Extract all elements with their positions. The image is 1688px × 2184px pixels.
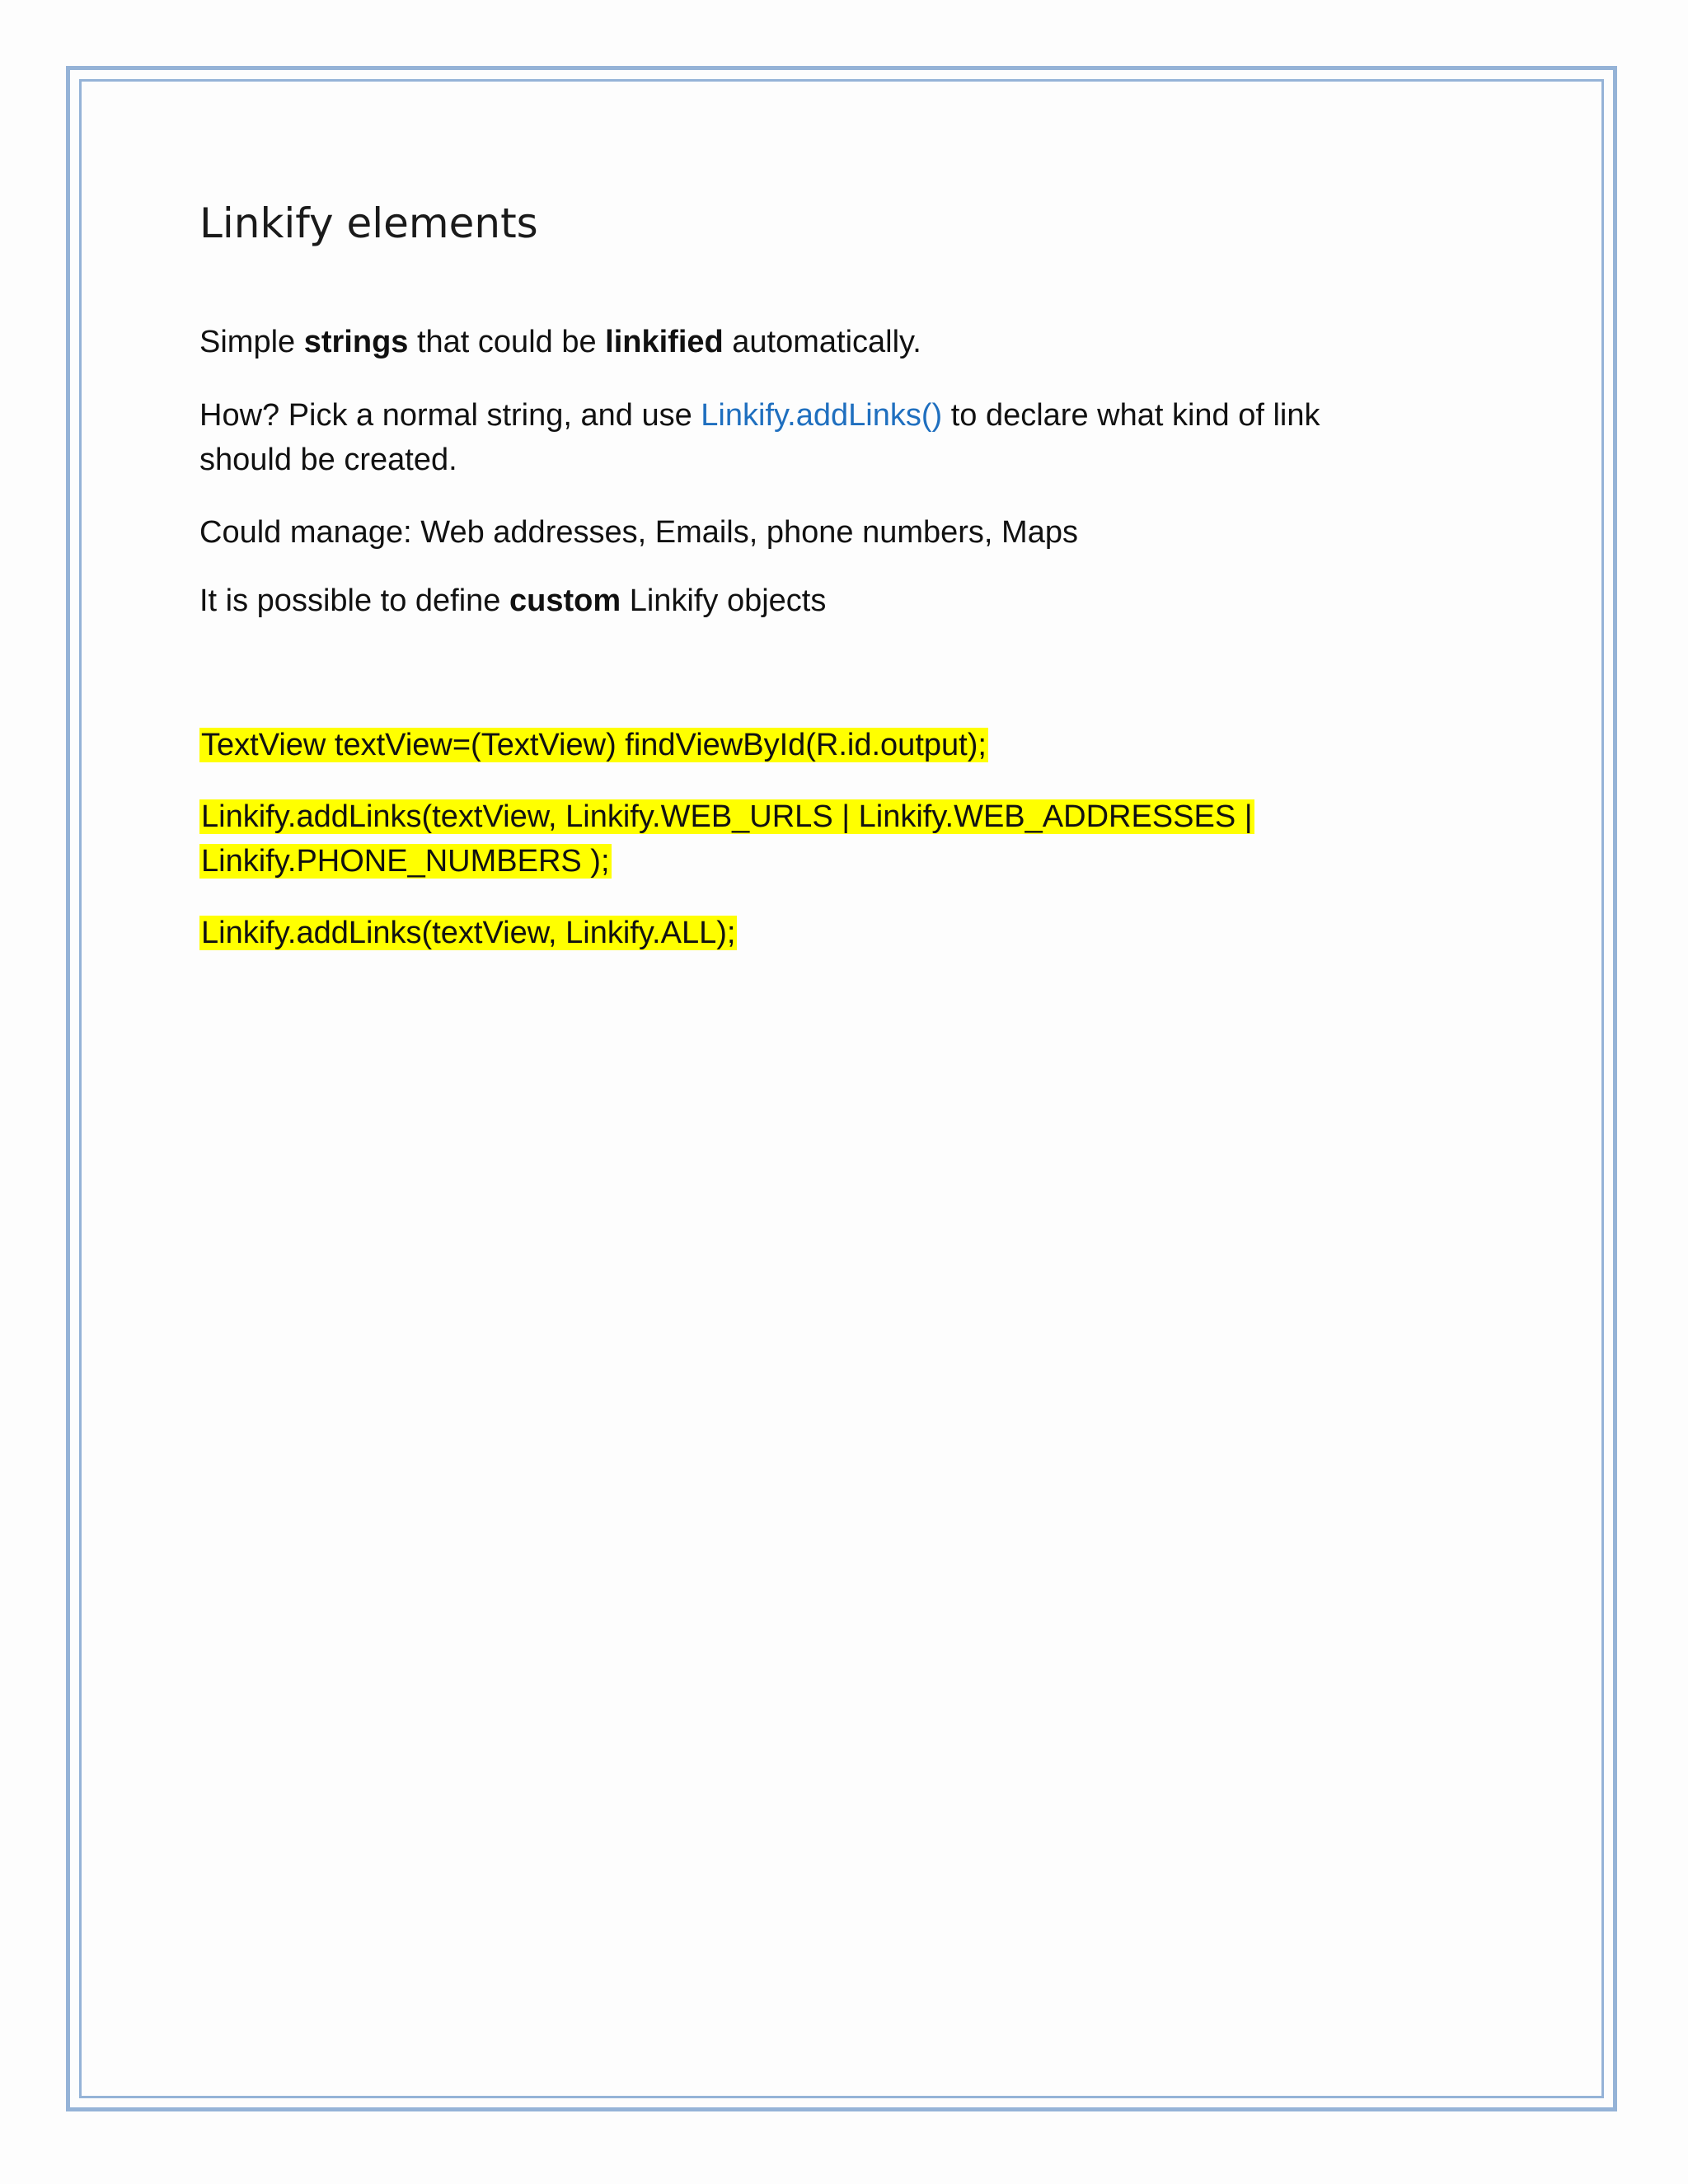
text: Linkify objects [621,583,827,618]
addlinks-link[interactable]: Linkify.addLinks() [701,398,943,433]
highlighted-code: Linkify.PHONE_NUMBERS ); [201,844,610,879]
page-border-inner [79,79,1604,2098]
code-line-2 [199,794,1254,883]
bold-custom: custom [509,583,621,618]
paragraph-strings [199,320,921,364]
page-title: Linkify elements [199,199,538,247]
text: It is possible to define [199,583,509,618]
text: should be created. [199,443,457,477]
text: How? Pick a normal string, and use [199,398,701,433]
text: automatically. [723,325,921,359]
highlighted-code: Linkify.addLinks(textView, Linkify.WEB_URLS | Linkify.WEB_ADDRESSES | [201,799,1253,834]
code-line-3 [199,911,737,955]
bold-strings: strings [303,325,409,359]
highlighted-code: TextView textView=(TextView) findViewById(R.id.output); [201,728,987,762]
text: Simple [199,325,304,359]
text: that could be [408,325,606,359]
paragraph-custom [199,579,826,623]
paragraph-how [199,393,1320,482]
code-line-1 [199,723,988,767]
highlighted-code: Linkify.addLinks(textView, Linkify.ALL); [201,916,736,950]
text: to declare what kind of link [942,398,1320,433]
paragraph-manage: Could manage: Web addresses, Emails, phone numbers, Maps [199,515,1078,550]
bold-linkified: linkified [605,325,724,359]
